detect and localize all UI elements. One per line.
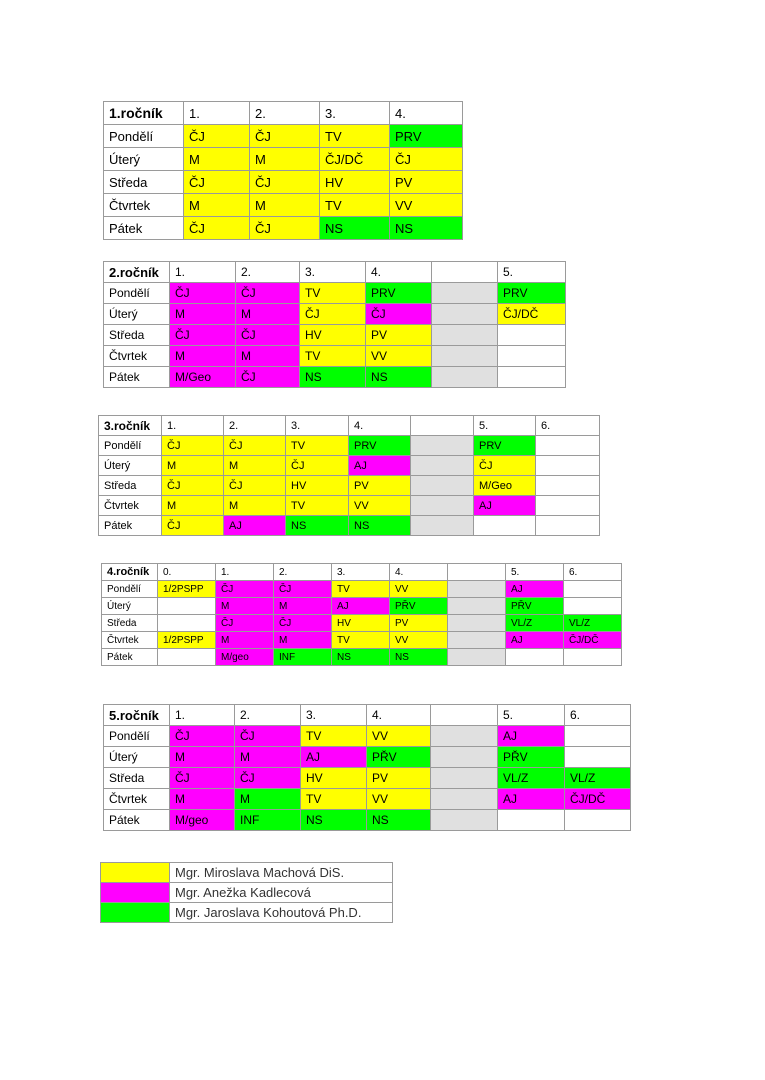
subject-cell: VL/Z: [506, 615, 564, 632]
subject-cell: PV: [390, 615, 448, 632]
lesson-number: 3.: [320, 102, 390, 125]
subject-cell: TV: [332, 632, 390, 649]
subject-cell: VL/Z: [564, 615, 622, 632]
subject-cell: VL/Z: [498, 768, 565, 789]
day-label: Pátek: [99, 516, 162, 536]
subject-cell: INF: [235, 810, 301, 831]
subject-cell: 1/2PSPP: [158, 632, 216, 649]
grade-title: 1.ročník: [104, 102, 184, 125]
subject-cell: M: [170, 747, 235, 768]
subject-cell: [498, 346, 566, 367]
day-label: Pátek: [104, 810, 170, 831]
subject-cell: M: [216, 598, 274, 615]
subject-cell: PV: [366, 325, 432, 346]
lesson-number: 5.: [498, 705, 565, 726]
subject-cell: [432, 346, 498, 367]
subject-cell: NS: [300, 367, 366, 388]
subject-cell: TV: [301, 789, 367, 810]
subject-cell: NS: [332, 649, 390, 666]
subject-cell: PV: [367, 768, 431, 789]
subject-cell: ČJ: [170, 726, 235, 747]
subject-cell: ČJ: [235, 726, 301, 747]
day-label: Středa: [102, 615, 158, 632]
subject-cell: [498, 810, 565, 831]
lesson-number: 2.: [224, 416, 286, 436]
lesson-number: 2.: [250, 102, 320, 125]
subject-cell: M/Geo: [170, 367, 236, 388]
legend-row: [101, 863, 393, 883]
subject-cell: VV: [367, 726, 431, 747]
subject-cell: TV: [320, 194, 390, 217]
subject-cell: M: [162, 496, 224, 516]
subject-cell: NS: [390, 217, 463, 240]
subject-cell: [411, 436, 474, 456]
subject-cell: M: [170, 789, 235, 810]
subject-cell: [564, 649, 622, 666]
subject-cell: ČJ: [224, 476, 286, 496]
day-label: Čtvrtek: [102, 632, 158, 649]
subject-cell: NS: [367, 810, 431, 831]
day-row: [102, 581, 622, 598]
lesson-number: 4.: [366, 262, 432, 283]
subject-cell: [411, 496, 474, 516]
subject-cell: HV: [286, 476, 349, 496]
day-row: [102, 615, 622, 632]
day-label: Úterý: [99, 456, 162, 476]
subject-cell: ČJ: [216, 615, 274, 632]
subject-cell: ČJ/DČ: [565, 789, 631, 810]
subject-cell: ČJ: [366, 304, 432, 325]
subject-cell: ČJ: [286, 456, 349, 476]
subject-cell: M/geo: [170, 810, 235, 831]
subject-cell: NS: [320, 217, 390, 240]
subject-cell: AJ: [332, 598, 390, 615]
day-label: Čtvrtek: [104, 346, 170, 367]
subject-cell: [536, 516, 600, 536]
subject-cell: [432, 325, 498, 346]
subject-cell: INF: [274, 649, 332, 666]
subject-cell: VV: [349, 496, 411, 516]
day-label: Pátek: [104, 367, 170, 388]
day-label: Čtvrtek: [104, 194, 184, 217]
subject-cell: VV: [390, 194, 463, 217]
subject-cell: ČJ: [274, 615, 332, 632]
day-row: [102, 598, 622, 615]
subject-cell: [158, 598, 216, 615]
legend-swatch: [101, 903, 170, 923]
day-row: [104, 346, 566, 367]
subject-cell: [431, 768, 498, 789]
day-row: [104, 367, 566, 388]
subject-cell: [431, 726, 498, 747]
subject-cell: [474, 516, 536, 536]
subject-cell: M: [224, 456, 286, 476]
subject-cell: PV: [390, 171, 463, 194]
lesson-number: 2.: [235, 705, 301, 726]
subject-cell: [448, 632, 506, 649]
subject-cell: [411, 476, 474, 496]
subject-cell: [564, 598, 622, 615]
subject-cell: M: [274, 598, 332, 615]
subject-cell: ČJ: [250, 171, 320, 194]
subject-cell: NS: [301, 810, 367, 831]
legend-swatch: [101, 883, 170, 903]
subject-cell: ČJ: [216, 581, 274, 598]
subject-cell: M: [184, 148, 250, 171]
subject-cell: ČJ: [474, 456, 536, 476]
subject-cell: PRV: [474, 436, 536, 456]
subject-cell: TV: [286, 436, 349, 456]
subject-cell: [565, 747, 631, 768]
timetable-grade-3: [98, 415, 600, 536]
subject-cell: PŘV: [498, 747, 565, 768]
subject-cell: PRV: [366, 283, 432, 304]
subject-cell: [158, 649, 216, 666]
day-label: Pondělí: [104, 726, 170, 747]
subject-cell: M: [274, 632, 332, 649]
subject-cell: ČJ: [184, 171, 250, 194]
subject-cell: [411, 456, 474, 476]
subject-cell: HV: [300, 325, 366, 346]
lesson-number: [411, 416, 474, 436]
lesson-number: 6.: [564, 564, 622, 581]
subject-cell: NS: [349, 516, 411, 536]
subject-cell: ČJ: [184, 125, 250, 148]
timetable-grade-5: [103, 704, 631, 831]
lesson-number: 1.: [162, 416, 224, 436]
subject-cell: ČJ: [236, 367, 300, 388]
lesson-number: [432, 262, 498, 283]
day-row: [99, 436, 600, 456]
legend-row: [101, 883, 393, 903]
subject-cell: ČJ: [162, 476, 224, 496]
day-label: Středa: [104, 768, 170, 789]
subject-cell: AJ: [474, 496, 536, 516]
subject-cell: [448, 649, 506, 666]
day-label: Čtvrtek: [104, 789, 170, 810]
subject-cell: [536, 476, 600, 496]
day-row: [104, 171, 463, 194]
subject-cell: NS: [286, 516, 349, 536]
subject-cell: M: [250, 194, 320, 217]
lesson-number: 3.: [301, 705, 367, 726]
subject-cell: [536, 496, 600, 516]
subject-cell: TV: [300, 346, 366, 367]
lesson-number: 0.: [158, 564, 216, 581]
day-label: Úterý: [104, 747, 170, 768]
lesson-number: 1.: [216, 564, 274, 581]
subject-cell: PŘV: [390, 598, 448, 615]
subject-cell: M: [162, 456, 224, 476]
timetable-grade-1: [103, 101, 463, 240]
day-row: [104, 325, 566, 346]
subject-cell: TV: [320, 125, 390, 148]
day-row: [102, 649, 622, 666]
subject-cell: AJ: [224, 516, 286, 536]
subject-cell: AJ: [498, 726, 565, 747]
lesson-number: 1.: [184, 102, 250, 125]
subject-cell: ČJ: [390, 148, 463, 171]
subject-cell: ČJ: [274, 581, 332, 598]
subject-cell: ČJ: [224, 436, 286, 456]
day-row: [104, 217, 463, 240]
day-row: [104, 726, 631, 747]
subject-cell: VV: [366, 346, 432, 367]
day-row: [104, 304, 566, 325]
lesson-number: 6.: [536, 416, 600, 436]
day-label: Pondělí: [104, 283, 170, 304]
subject-cell: [506, 649, 564, 666]
lesson-number: [448, 564, 506, 581]
day-row: [99, 496, 600, 516]
subject-cell: [448, 615, 506, 632]
subject-cell: AJ: [349, 456, 411, 476]
subject-cell: HV: [320, 171, 390, 194]
subject-cell: M: [236, 346, 300, 367]
day-row: [99, 456, 600, 476]
day-label: Pátek: [104, 217, 184, 240]
lesson-number: 5.: [498, 262, 566, 283]
day-label: Čtvrtek: [99, 496, 162, 516]
lesson-number: 4.: [349, 416, 411, 436]
subject-cell: ČJ: [184, 217, 250, 240]
legend-swatch: [101, 863, 170, 883]
lesson-number: 3.: [332, 564, 390, 581]
header-row: [99, 416, 600, 436]
subject-cell: HV: [332, 615, 390, 632]
subject-cell: M: [224, 496, 286, 516]
subject-cell: 1/2PSPP: [158, 581, 216, 598]
day-label: Středa: [104, 171, 184, 194]
day-label: Pondělí: [99, 436, 162, 456]
subject-cell: M: [236, 304, 300, 325]
day-row: [104, 768, 631, 789]
subject-cell: M: [216, 632, 274, 649]
day-row: [104, 810, 631, 831]
subject-cell: [565, 726, 631, 747]
subject-cell: VV: [367, 789, 431, 810]
lesson-number: 6.: [565, 705, 631, 726]
subject-cell: PŘV: [506, 598, 564, 615]
subject-cell: TV: [286, 496, 349, 516]
subject-cell: AJ: [506, 581, 564, 598]
subject-cell: [536, 456, 600, 476]
subject-cell: PRV: [390, 125, 463, 148]
day-row: [104, 125, 463, 148]
day-label: Pátek: [102, 649, 158, 666]
subject-cell: [432, 283, 498, 304]
day-label: Pondělí: [102, 581, 158, 598]
day-row: [104, 283, 566, 304]
subject-cell: PŘV: [367, 747, 431, 768]
subject-cell: AJ: [301, 747, 367, 768]
subject-cell: TV: [332, 581, 390, 598]
subject-cell: M: [184, 194, 250, 217]
subject-cell: M: [235, 789, 301, 810]
subject-cell: ČJ: [250, 217, 320, 240]
subject-cell: [564, 581, 622, 598]
subject-cell: VL/Z: [565, 768, 631, 789]
subject-cell: VV: [390, 581, 448, 598]
header-row: [104, 705, 631, 726]
lesson-number: 5.: [474, 416, 536, 436]
day-row: [104, 789, 631, 810]
subject-cell: TV: [301, 726, 367, 747]
subject-cell: PRV: [498, 283, 566, 304]
teacher-name: Mgr. Miroslava Machová DiS.: [170, 863, 393, 883]
subject-cell: M/geo: [216, 649, 274, 666]
subject-cell: [411, 516, 474, 536]
day-label: Středa: [99, 476, 162, 496]
subject-cell: AJ: [498, 789, 565, 810]
subject-cell: ČJ: [236, 283, 300, 304]
lesson-number: 2.: [236, 262, 300, 283]
lesson-number: 3.: [300, 262, 366, 283]
day-row: [102, 632, 622, 649]
day-label: Středa: [104, 325, 170, 346]
subject-cell: ČJ: [170, 768, 235, 789]
grade-title: 5.ročník: [104, 705, 170, 726]
subject-cell: ČJ: [250, 125, 320, 148]
subject-cell: AJ: [506, 632, 564, 649]
subject-cell: [432, 367, 498, 388]
header-row: [104, 262, 566, 283]
subject-cell: NS: [366, 367, 432, 388]
subject-cell: M: [170, 346, 236, 367]
day-row: [99, 516, 600, 536]
subject-cell: VV: [390, 632, 448, 649]
subject-cell: ČJ: [300, 304, 366, 325]
subject-cell: M: [235, 747, 301, 768]
subject-cell: ČJ: [162, 436, 224, 456]
lesson-number: 1.: [170, 262, 236, 283]
subject-cell: [158, 615, 216, 632]
subject-cell: ČJ: [235, 768, 301, 789]
subject-cell: ČJ: [236, 325, 300, 346]
subject-cell: [431, 810, 498, 831]
day-row: [104, 747, 631, 768]
lesson-number: 2.: [274, 564, 332, 581]
day-row: [99, 476, 600, 496]
subject-cell: NS: [390, 649, 448, 666]
day-label: Pondělí: [104, 125, 184, 148]
subject-cell: ČJ: [170, 325, 236, 346]
subject-cell: [498, 325, 566, 346]
teacher-legend: [100, 862, 393, 923]
lesson-number: 4.: [390, 102, 463, 125]
subject-cell: ČJ: [170, 283, 236, 304]
day-row: [104, 148, 463, 171]
subject-cell: M: [250, 148, 320, 171]
grade-title: 2.ročník: [104, 262, 170, 283]
subject-cell: [565, 810, 631, 831]
lesson-number: 4.: [390, 564, 448, 581]
grade-title: 4.ročník: [102, 564, 158, 581]
subject-cell: M/Geo: [474, 476, 536, 496]
day-label: Úterý: [104, 148, 184, 171]
subject-cell: PRV: [349, 436, 411, 456]
lesson-number: 5.: [506, 564, 564, 581]
header-row: [104, 102, 463, 125]
subject-cell: [536, 436, 600, 456]
lesson-number: 3.: [286, 416, 349, 436]
lesson-number: 4.: [367, 705, 431, 726]
subject-cell: ČJ: [162, 516, 224, 536]
subject-cell: [432, 304, 498, 325]
subject-cell: PV: [349, 476, 411, 496]
timetable-grade-2: [103, 261, 566, 388]
grade-title: 3.ročník: [99, 416, 162, 436]
day-row: [104, 194, 463, 217]
subject-cell: HV: [301, 768, 367, 789]
day-label: Úterý: [102, 598, 158, 615]
subject-cell: ČJ/DČ: [498, 304, 566, 325]
lesson-number: 1.: [170, 705, 235, 726]
subject-cell: [498, 367, 566, 388]
subject-cell: [448, 581, 506, 598]
subject-cell: [431, 747, 498, 768]
teacher-name: Mgr. Anežka Kadlecová: [170, 883, 393, 903]
legend-row: [101, 903, 393, 923]
subject-cell: TV: [300, 283, 366, 304]
subject-cell: M: [170, 304, 236, 325]
subject-cell: [431, 789, 498, 810]
subject-cell: ČJ/DČ: [320, 148, 390, 171]
lesson-number: [431, 705, 498, 726]
subject-cell: [448, 598, 506, 615]
day-label: Úterý: [104, 304, 170, 325]
timetable-grade-4: [101, 563, 622, 666]
header-row: [102, 564, 622, 581]
subject-cell: ČJ/DČ: [564, 632, 622, 649]
teacher-name: Mgr. Jaroslava Kohoutová Ph.D.: [170, 903, 393, 923]
